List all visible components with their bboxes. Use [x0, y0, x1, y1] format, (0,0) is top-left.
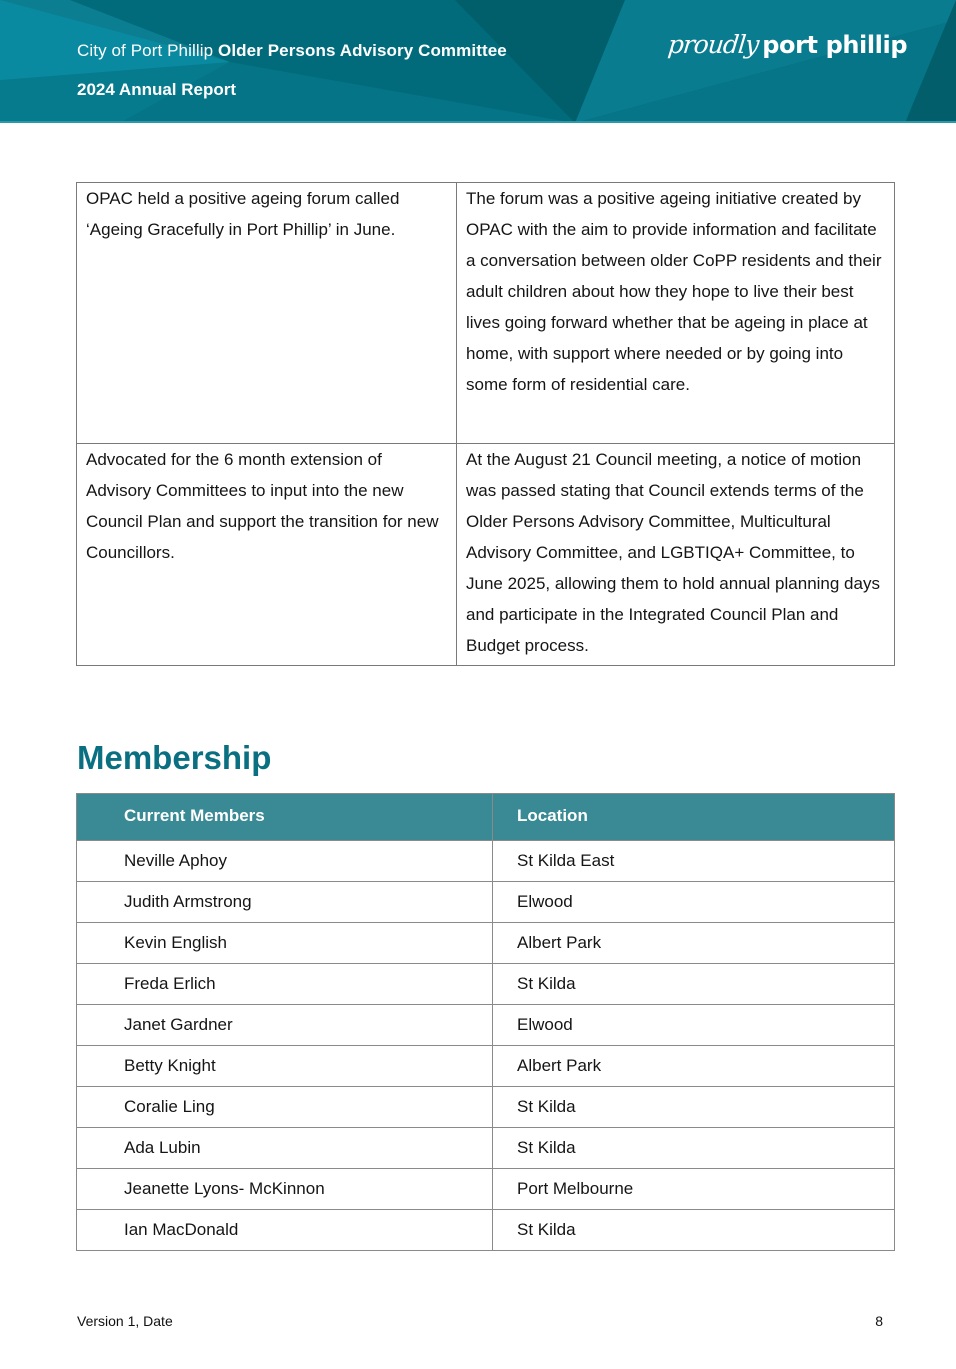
- member-location: St Kilda: [493, 1128, 895, 1169]
- report-title: 2024 Annual Report: [77, 80, 237, 99]
- column-header-location: Location: [493, 794, 895, 841]
- member-location: St Kilda: [493, 1210, 895, 1251]
- header-banner: [0, 0, 956, 123]
- logo-script-text: proudly: [666, 30, 760, 59]
- member-name: Janet Gardner: [77, 1005, 493, 1046]
- achievement-item: OPAC held a positive ageing forum called ‘Ageing Gracefully in Port Phillip’ in June.: [77, 183, 457, 444]
- member-location: Port Melbourne: [493, 1169, 895, 1210]
- table-row: [77, 841, 895, 882]
- achievements-table: [76, 182, 895, 666]
- member-location: Elwood: [493, 882, 895, 923]
- footer-version: Version 1, Date: [77, 1313, 173, 1329]
- table-header-row: [77, 794, 895, 841]
- member-name: Ian MacDonald: [77, 1210, 493, 1251]
- org-name: City of Port Phillip: [77, 41, 214, 60]
- table-row: [77, 964, 895, 1005]
- table-row: [77, 444, 895, 666]
- member-location: St Kilda East: [493, 841, 895, 882]
- member-name: Ada Lubin: [77, 1128, 493, 1169]
- table-row: [77, 183, 895, 444]
- banner-geometric-background: [0, 0, 956, 123]
- member-name: Coralie Ling: [77, 1087, 493, 1128]
- achievement-outcome: The forum was a positive ageing initiative created by OPAC with the aim to provide information and facilitate a conversation between older CoPP residents and their adult children about how they hope to live their best lives going forward whether that be ageing in place at home, with support where needed or by going into some form of residential care.: [457, 183, 895, 444]
- member-location: Albert Park: [493, 923, 895, 964]
- member-name: Jeanette Lyons- McKinnon: [77, 1169, 493, 1210]
- table-row: [77, 1005, 895, 1046]
- table-row: [77, 1087, 895, 1128]
- member-location: Elwood: [493, 1005, 895, 1046]
- table-row: [77, 923, 895, 964]
- logo-brand-text: port phillip: [762, 31, 908, 59]
- page-number: 8: [875, 1313, 883, 1329]
- membership-table: [76, 793, 895, 1251]
- achievement-item: Advocated for the 6 month extension of Advisory Committees to input into the new Council Plan and support the transition for new Councillors.: [77, 444, 457, 666]
- member-location: St Kilda: [493, 964, 895, 1005]
- table-row: [77, 1128, 895, 1169]
- member-name: Freda Erlich: [77, 964, 493, 1005]
- proudly-port-phillip-logo: [668, 30, 907, 59]
- member-name: Betty Knight: [77, 1046, 493, 1087]
- member-name: Kevin English: [77, 923, 493, 964]
- membership-heading: Membership: [77, 739, 272, 776]
- member-location: Albert Park: [493, 1046, 895, 1087]
- committee-name: Older Persons Advisory Committee: [218, 41, 507, 60]
- table-row: [77, 1046, 895, 1087]
- member-name: Judith Armstrong: [77, 882, 493, 923]
- member-name: Neville Aphoy: [77, 841, 493, 882]
- column-header-current-members: Current Members: [77, 794, 493, 841]
- achievement-outcome: At the August 21 Council meeting, a notice of motion was passed stating that Council extends terms of the Older Persons Advisory Committee, Multicultural Advisory Committee, and LGBTIQA+ Committee, to June 2025, allowing them to hold annual planning days and participate in the Integrated Council Plan and Budget process.: [457, 444, 895, 666]
- table-row: [77, 1169, 895, 1210]
- table-row: [77, 882, 895, 923]
- table-row: [77, 1210, 895, 1251]
- header-title: [77, 41, 507, 61]
- member-location: St Kilda: [493, 1087, 895, 1128]
